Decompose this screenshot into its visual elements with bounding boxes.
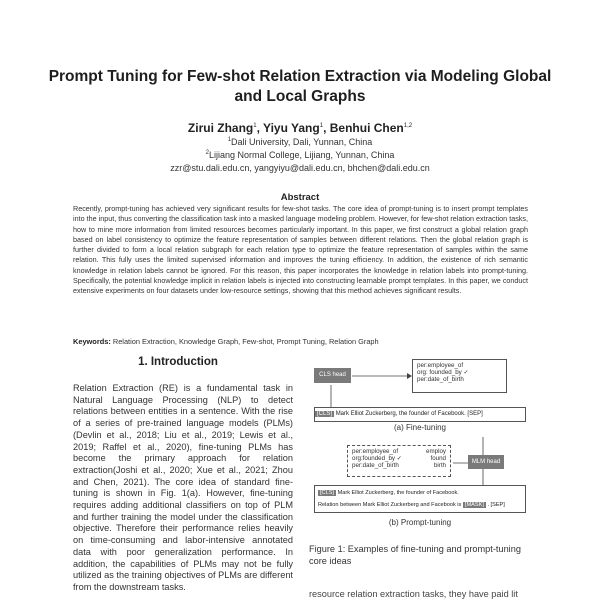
keywords-label: Keywords:: [73, 337, 111, 346]
author-sup: 1: [319, 123, 324, 129]
paper-title: Prompt Tuning for Few-shot Relation Extraction via Modeling Global and Local Graphs: [48, 68, 552, 105]
keywords-text: Relation Extraction, Knowledge Graph, Few-shot, Prompt Tuning, Relation Graph: [112, 337, 379, 346]
relation-label: per:date_of_birth: [417, 376, 464, 383]
prompt-input-line2: Relation between Mark Elliot Zuckerberg and Facebook is: [318, 502, 462, 508]
figure-caption: Figure 1: Examples of fine-tuning and prompt-tuning core ideas: [309, 544, 521, 566]
keywords: [73, 337, 528, 346]
answer-word: birth: [433, 462, 446, 469]
author-emails: zzr@stu.dali.edu.cn, yangyiyu@dali.edu.cn, bhchen@dali.edu.cn: [170, 163, 430, 173]
author-sup: 1: [253, 123, 257, 129]
prompt-input-line1: Mark Elliot Zuckerberg, the founder of Facebook.: [337, 490, 459, 496]
relation-label: per:date_of_birth: [352, 462, 399, 469]
section-heading: 1. Introduction: [138, 356, 218, 368]
cls-head-box: CLS head: [314, 368, 351, 383]
intro-paragraph: Relation Extraction (RE) is a fundamental task in Natural Language Processing (NLP) to detect relations between entities in a sentence. With the rise of a series of pre-trained language models (PLMs)(Devlin et al., 2018; Liu et al., 2019; Lewis et al., 2019; Raffel et al., 2020), fine-tuning PLMs has become the primary approach for relation extraction(Joshi et al., 2020; Xue et al., 2021; Zhou and Chen, 2021). The core idea of standard fine-tuning is shown in Fig. 1(a). However, fine-tuning requires adding additional classifiers on top of PLM and further training the model under the classification objective. Therefore their performance relies heavily on time-consuming and labor-intensive annotated data with poor generalization performance. In addition, the capabilities of PLMs may not be fully utilized as the training objectives of PLMs are different from the downstream tasks.: [73, 383, 293, 592]
fine-tune-label-box: [412, 359, 507, 393]
cls-token: [CLS]: [320, 490, 334, 496]
prompt-input-box: [314, 485, 526, 513]
author-name: Benhui Chen: [329, 121, 404, 135]
relation-label: per:employee_of: [352, 448, 399, 455]
figure-1: [305, 355, 535, 540]
author-sup: 1,2: [403, 123, 413, 129]
sep-token: . [SEP]: [487, 502, 505, 508]
column-2-text: resource relation extraction tasks, they have paid lit: [309, 589, 518, 599]
relation-label: org: founded_by ✓: [417, 369, 469, 376]
abstract-body: Recently, prompt-tuning has achieved very significant results for few-shot tasks. The core idea of prompt-tuning is to insert prompt templates into the input, thus converting the classification task into a masked language modeling problem. However, for few-shot relation extraction tasks, how to mine more information from limited resources becomes particularly important. In this paper, we first construct a global relation graph based on label consistency to optimize the feature representation of samples between different relations. Then the global relation graph is further divided to form a local relation subgraph for each relation type to optimize the feature representation of samples within the same relation. This fully uses the limited supervised information and improves the tuning efficiency. In addition, the existence of rich semantic knowledge in relation labels cannot be ignored. For this reason, this paper incorporates the knowledge in relation labels into prompt-tuning. Specifically, the potential knowledge implicit in relation labels is injected into constructing learnable prompt templates. In this paper, we conduct extensive experiments on four datasets under low-resource settings, showing that this method achieves significant results.: [73, 204, 528, 296]
answer-word: found: [430, 455, 446, 462]
fine-tune-input-text: Mark Elliot Zuckerberg, the founder of Facebook. [SEP]: [335, 411, 483, 417]
affiliation-2: $^2$Lijiang Normal College, Lijiang, Yunnan, China: [205, 150, 395, 160]
cls-token: [CLS]: [317, 411, 333, 417]
mlm-head-box: MLM head: [468, 455, 504, 469]
fine-tune-input-box: [314, 407, 526, 422]
prompt-label-box: [347, 445, 451, 477]
answer-word: employ: [426, 448, 446, 455]
author-name: Zirui Zhang: [187, 121, 254, 135]
fine-tune-caption: (a) Fine-tuning: [393, 423, 447, 432]
relation-label: per:employee_of: [417, 362, 464, 369]
abstract-heading: Abstract: [280, 192, 320, 203]
mask-token: [MASK]: [464, 502, 484, 508]
author-list: Zirui Zhang$^1$, Yiyu Yang$^1$, Benhui Chen$^{1,2}$: [187, 121, 413, 135]
author-name: Yiyu Yang: [263, 121, 320, 135]
relation-label: org:founded_by ✓: [352, 455, 402, 462]
affiliation-1: $^1$Dali University, Dali, Yunnan, China: [227, 137, 373, 147]
prompt-tune-caption: (b) Prompt-tuning: [388, 518, 452, 527]
